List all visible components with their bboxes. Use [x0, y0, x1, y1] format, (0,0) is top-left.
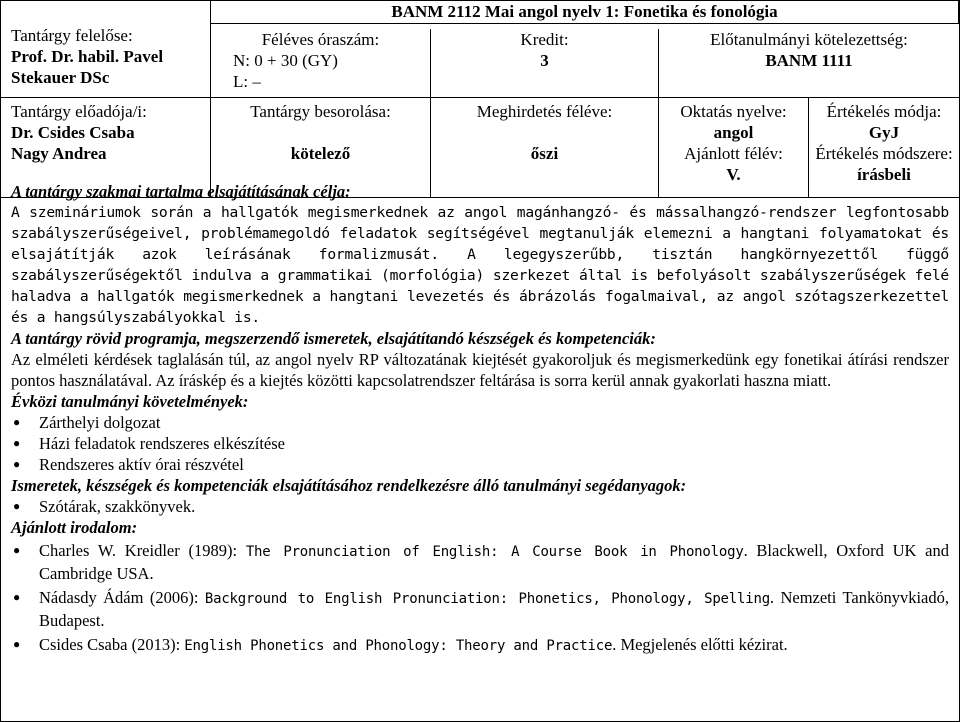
- semester-value: őszi: [530, 144, 559, 163]
- classification-value: kötelező: [290, 144, 351, 163]
- hours-label: Féléves óraszám:: [261, 30, 380, 49]
- prereq-label: Előtanulmányi kötelezettség:: [710, 30, 908, 49]
- lit1-author: Charles W. Kreidler (1989):: [39, 541, 246, 560]
- literature-heading: Ajánlott irodalom:: [11, 518, 138, 537]
- recommended-label: Ajánlott félév:: [684, 144, 783, 163]
- classification-label: Tantárgy besorolása:: [250, 102, 391, 121]
- requirements-section: [1, 391, 959, 475]
- language-value: angol: [713, 123, 754, 142]
- list-item: [39, 634, 949, 657]
- requirements-heading: Évközi tanulmányi követelmények:: [11, 392, 249, 411]
- program-text: Az elméleti kérdések taglalásán túl, az angol nyelv RP változatának kiejtését gyakoroljuk és megismerkedünk egy fonetikai átírási rendszer pontos használatával. Az íráskép és a kiejtés közötti kapcsolatrendszer feltárása is sorra kerül annak gyakorlati haszna miatt.: [11, 350, 949, 390]
- lit3-title: English Phonetics and Phonology: Theory and Practice: [184, 638, 613, 654]
- list-item: [39, 540, 949, 584]
- credit-label: Kredit:: [520, 30, 569, 49]
- lit1-title: The Pronunciation of English: A Course Book in Phonology: [245, 544, 744, 560]
- lit2-rest: . Nemzeti Tankönyvkiadó, Budapest.: [39, 588, 949, 630]
- lit3-author: Csides Csaba (2013):: [39, 635, 185, 654]
- lit2-author: Nádasdy Ádám (2006):: [39, 588, 205, 607]
- requirements-list: [11, 412, 949, 475]
- credit-cell: [431, 29, 659, 97]
- recommended-value: V.: [726, 165, 741, 184]
- responsible-cell: [1, 1, 211, 97]
- hours-cell: [211, 29, 431, 97]
- materials-list: [11, 496, 949, 517]
- goal-heading: A tantárgy szakmai tartalma elsajátításának célja:: [11, 182, 351, 201]
- language-label: Oktatás nyelve:: [680, 102, 787, 121]
- hours-n: N: 0 + 30 (GY): [233, 51, 338, 70]
- responsible-label: Tantárgy felelőse:: [11, 26, 133, 45]
- semester-label: Meghirdetés féléve:: [476, 102, 613, 121]
- prereq-cell: [659, 29, 959, 97]
- lecturer-2: Nagy Andrea: [11, 144, 107, 163]
- list-item: ● Szótárak, szakkönyvek.: [39, 496, 949, 517]
- lit3-rest: . Megjelenés előtti kézirat.: [612, 635, 788, 654]
- list-item: ● Zárthelyi dolgozat: [39, 412, 949, 433]
- eval-value: GyJ: [868, 123, 900, 142]
- hours-l: L: –: [233, 72, 261, 91]
- list-item: [39, 587, 949, 631]
- program-section: [1, 328, 959, 391]
- materials-section: [1, 475, 959, 517]
- prereq-value: BANM 1111: [765, 51, 853, 70]
- eval-method-label: Értékelés módszere:: [815, 144, 953, 163]
- literature-list: [11, 540, 949, 657]
- lecturer-1: Dr. Csides Csaba: [11, 123, 135, 142]
- materials-heading: Ismeretek, készségek és kompetenciák elsajátításához rendelkezésre álló tanulmányi segédanyagok:: [11, 476, 687, 495]
- goal-section: [1, 181, 959, 202]
- lecturer-label: Tantárgy előadója/i:: [11, 102, 147, 121]
- responsible-name-1: Prof. Dr. habil. Pavel: [11, 47, 164, 66]
- credit-value: 3: [540, 51, 549, 70]
- list-item: ● Rendszeres aktív órai részvétel: [39, 454, 949, 475]
- program-heading: A tantárgy rövid programja, megszerzendő ismeretek, elsajátítandó készségek és kompetenciák:: [11, 329, 656, 348]
- course-title: BANM 2112 Mai angol nyelv 1: Fonetika és fonológia: [211, 1, 959, 24]
- eval-method-value: írásbeli: [857, 165, 911, 184]
- lit2-title: Background to English Pronunciation: Phonetics, Phonology, Spelling: [204, 591, 770, 607]
- eval-label: Értékelés módja:: [826, 102, 942, 121]
- list-item: ● Házi feladatok rendszeres elkészítése: [39, 433, 949, 454]
- lit1-rest: . Blackwell, Oxford UK and Cambridge USA.: [39, 541, 949, 583]
- responsible-name-2: Stekauer DSc: [11, 68, 110, 87]
- goal-text: A szemináriumok során a hallgatók megismerkednek az angol magánhangzó- és mássalhangzó-rendszer legfontosabb szabályszerűségeivel, problémamegoldó feladatok segítségével megtanulják elemezni a hangtani folyamatokat és elsajátítják azok leírásának formalizmusát. A legegyszerűbb, tisztán hangkörnyezettől függő szabályszerűségektől indulva a grammatikai (morfológia) szerkezet által is befolyásolt szabályszerűségek felé haladva a hallgatók megismerkednek a hangtani levezetés és ábrázolás fogalmaival, az angol szótagszerkezettel és a hangsúlyszabályokkal is.: [11, 204, 949, 326]
- course-header: [1, 1, 959, 98]
- literature-section: [1, 517, 959, 657]
